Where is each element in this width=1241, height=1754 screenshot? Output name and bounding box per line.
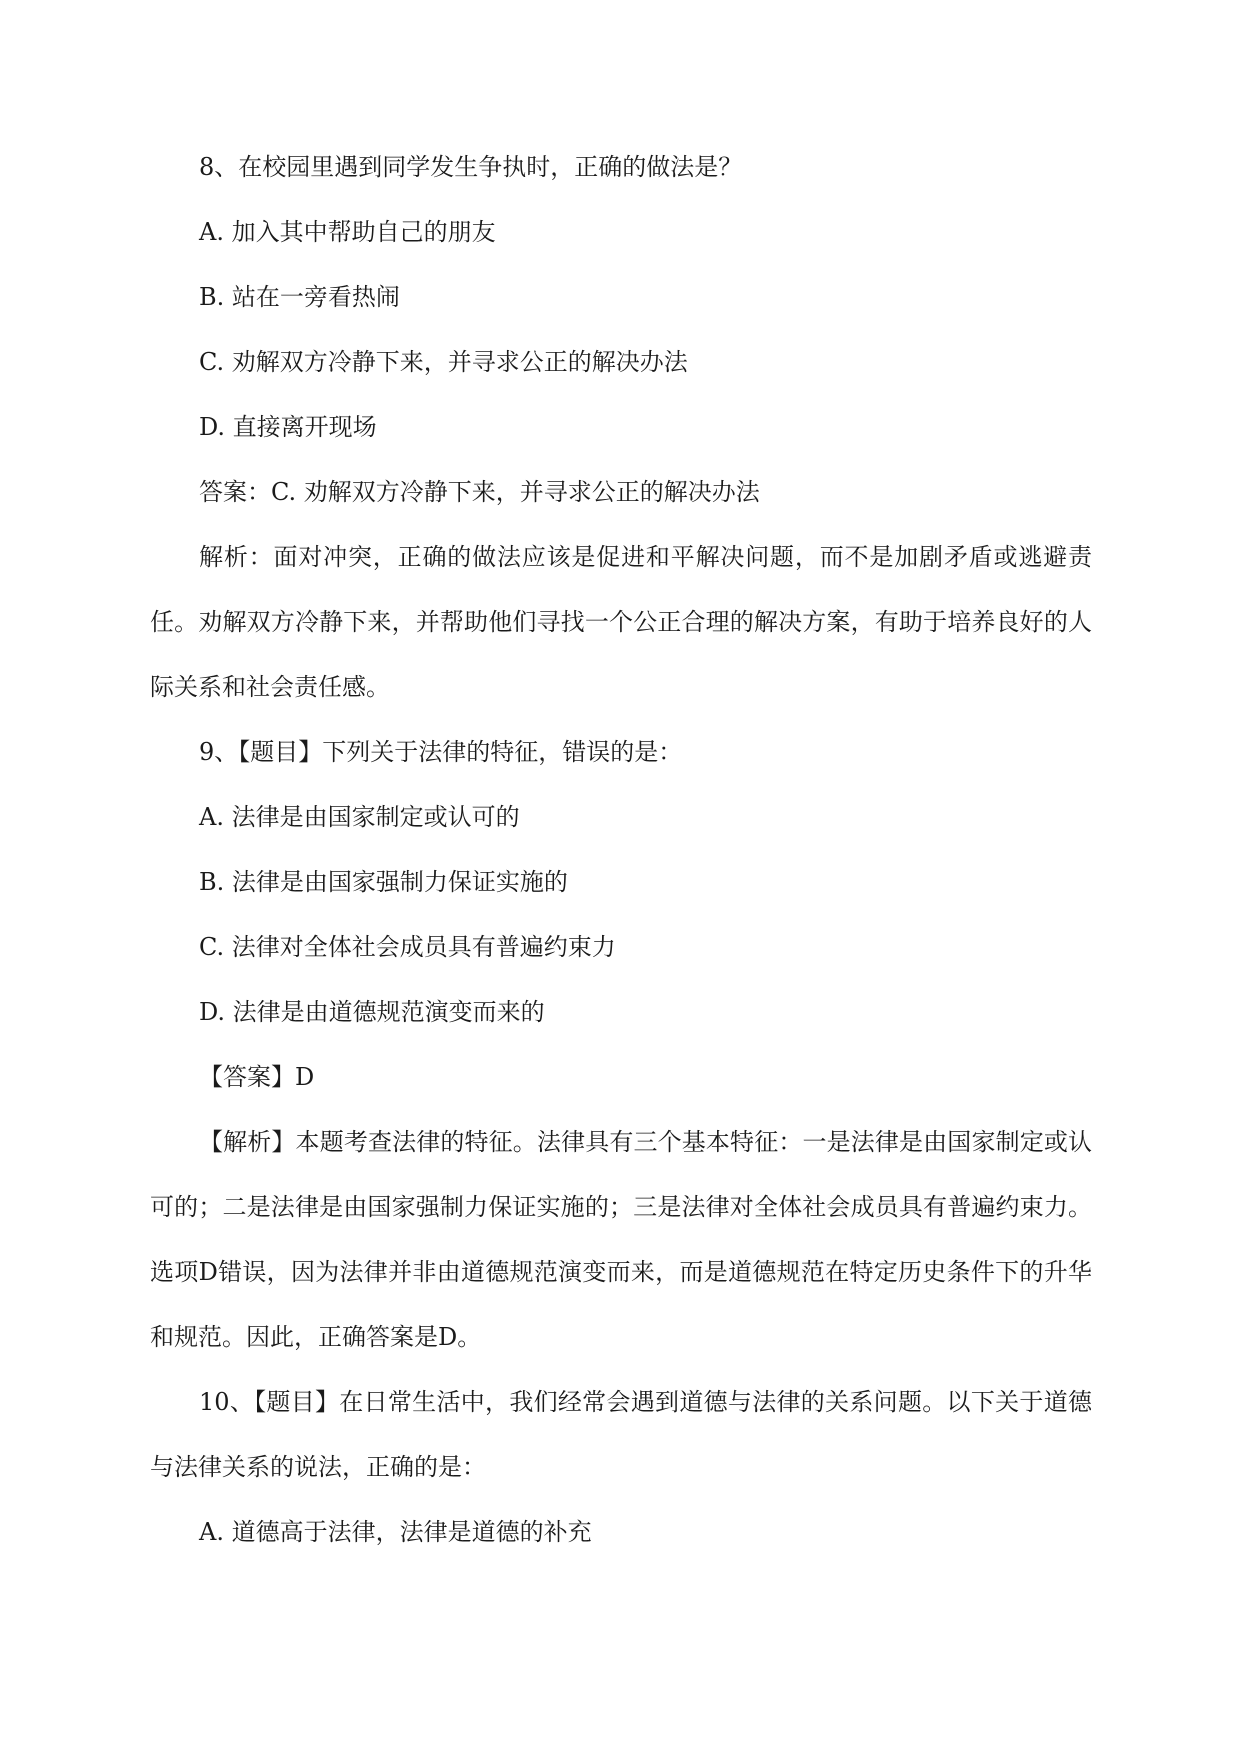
q8-option-d: D. 直接离开现场 xyxy=(199,413,377,441)
q9-answer: 【答案】D xyxy=(199,1063,315,1091)
document-content xyxy=(150,135,1092,1565)
q9-option-d: D. 法律是由道德规范演变而来的 xyxy=(199,998,545,1026)
q9-option-c: C. 法律对全体社会成员具有普遍约束力 xyxy=(199,933,616,961)
question-8: 8、在校园里遇到同学发生争执时，正确的做法是？ xyxy=(199,153,743,181)
q8-option-c: C. 劝解双方冷静下来，并寻求公正的解决办法 xyxy=(199,348,688,376)
q9-option-a: A. 法律是由国家制定或认可的 xyxy=(199,803,520,831)
question-10: 10、【题目】在日常生活中，我们经常会遇到道德与法律的关系问题。以下关于道德与法律关系的说法，正确的是： xyxy=(150,1388,1092,1481)
question-9: 9、【题目】下列关于法律的特征，错误的是： xyxy=(199,738,683,766)
q10-option-a: A. 道德高于法律，法律是道德的补充 xyxy=(199,1518,592,1546)
q8-analysis: 解析：面对冲突，正确的做法应该是促进和平解决问题，而不是加剧矛盾或逃避责任。劝解双方冷静下来，并帮助他们寻找一个公正合理的解决方案，有助于培养良好的人际关系和社会责任感。 xyxy=(150,543,1092,701)
q8-option-a: A. 加入其中帮助自己的朋友 xyxy=(199,218,496,246)
q8-answer: 答案：C. 劝解双方冷静下来，并寻求公正的解决办法 xyxy=(199,478,760,506)
q9-analysis: 【解析】本题考查法律的特征。法律具有三个基本特征：一是法律是由国家制定或认可的；二是法律是由国家强制力保证实施的；三是法律对全体社会成员具有普遍约束力。选项D错误，因为法律并非由道德规范演变而来，而是道德规范在特定历史条件下的升华和规范。因此，正确答案是D。 xyxy=(150,1128,1092,1351)
q9-option-b: B. 法律是由国家强制力保证实施的 xyxy=(199,868,568,896)
q8-option-b: B. 站在一旁看热闹 xyxy=(199,283,400,311)
